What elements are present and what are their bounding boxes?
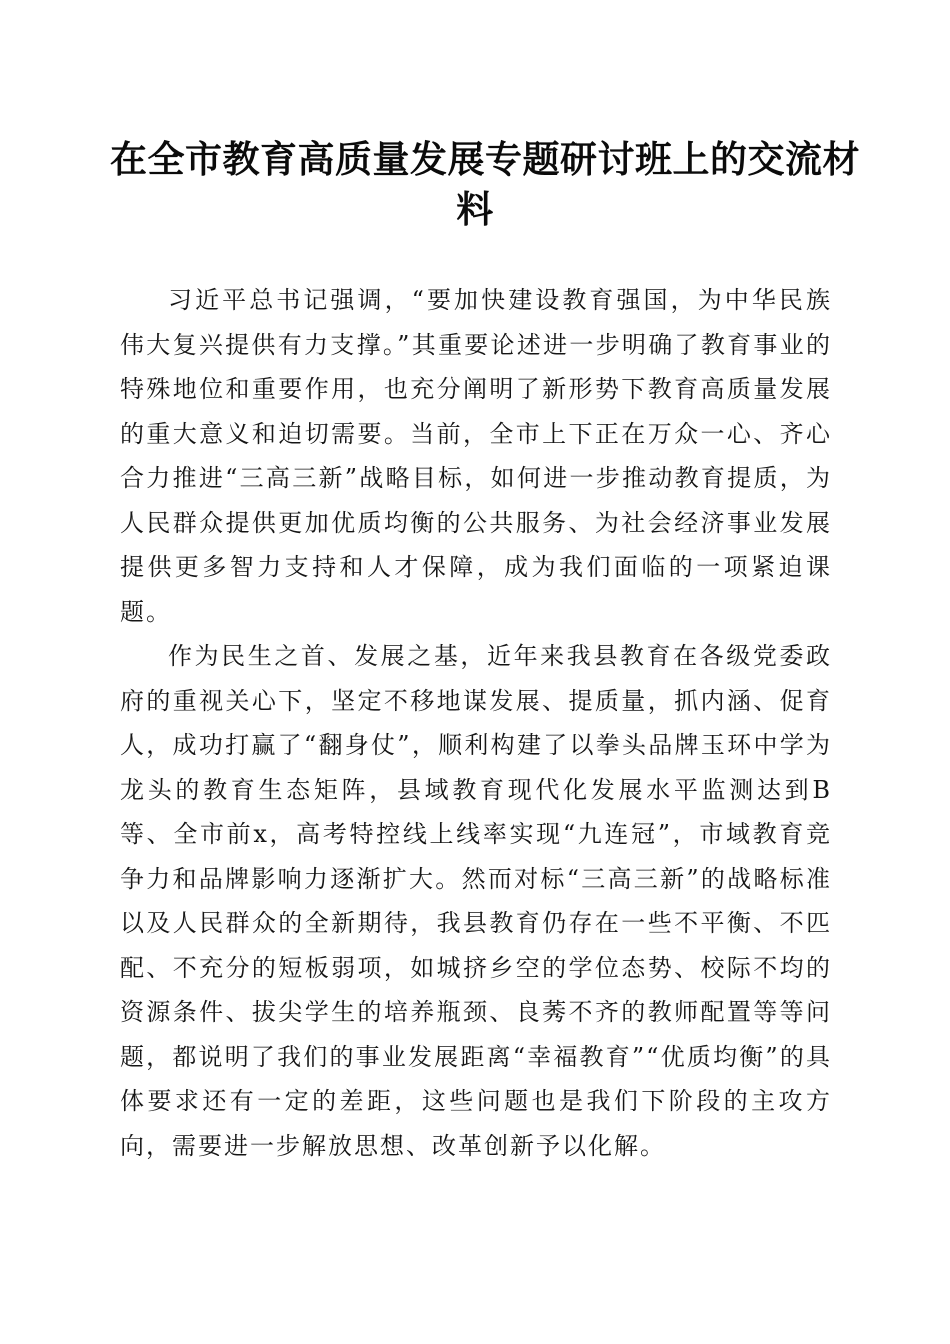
- paragraph-2: 作为民生之首、发展之基，近年来我县教育在各级党委政府的重视关心下，坚定不移地谋发展、提质量，抓内涵、促育人，成功打赢了“翻身仗”，顺利构建了以拳头品牌玉环中学为龙头的教育生态矩阵，县域教育现代化发展水平监测达到B等、全市前x，高考特控线上线率实现“九连冠”，市域教育竞争力和品牌影响力逐渐扩大。然而对标“三高三新”的战略标准以及人民群众的全新期待，我县教育仍存在一些不平衡、不匹配、不充分的短板弱项，如城挤乡空的学位态势、校际不均的资源条件、拔尖学生的培养瓶颈、良莠不齐的教师配置等等问题，都说明了我们的事业发展距离“幸福教育”“优质均衡”的具体要求还有一定的差距，这些问题也是我们下阶段的主攻方向，需要进一步解放思想、改革创新予以化解。: [120, 642, 832, 1160]
- document-body: [120, 278, 832, 1168]
- document-title: [110, 134, 860, 234]
- paragraph-1: 习近平总书记强调，“要加快建设教育强国，为中华民族伟大复兴提供有力支撑。”其重要论述进一步明确了教育事业的特殊地位和重要作用，也充分阐明了新形势下教育高质量发展的重大意义和迫切需要。当前，全市上下正在万众一心、齐心合力推进“三高三新”战略目标，如何进一步推动教育提质，为人民群众提供更加优质均衡的公共服务、为社会经济事业发展提供更多智力支持和人才保障，成为我们面临的一项紧迫课题。: [120, 286, 832, 626]
- document-title-line-1: 在全市教育高质量发展专题研讨班上的交流材: [110, 137, 860, 181]
- document-title-line-2: 料: [456, 187, 494, 231]
